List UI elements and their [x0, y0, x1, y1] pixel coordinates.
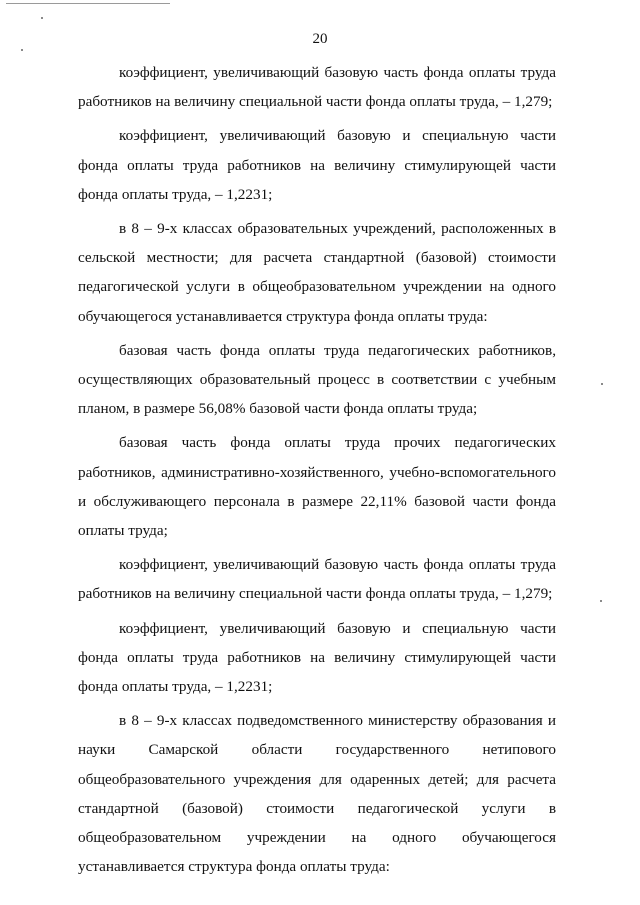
- paragraph: базовая часть фонда оплаты труда прочих педагогических работников, административно-хозяйственного, учебно-вспомогательного и обслуживающего персонала в размере 22,11% базовой части фонда оплаты труда;: [78, 434, 556, 540]
- paragraph: коэффициент, увеличивающий базовую часть фонда оплаты труда работников на величину специальной части фонда оплаты труда, – 1,279;: [78, 64, 556, 111]
- scan-artifact-dot: [601, 383, 603, 385]
- paragraph: в 8 – 9-х классах подведомственного министерству образования и науки Самарской области государственного нетипового общеобразовательного учреждения для одаренных детей; для расчета стандартной (базовой) стоимости педагогической услуги в общеобразовательном учреждении на одного обучающегося устанавливается структура фонда оплаты труда:: [78, 712, 556, 876]
- scan-artifact-line: [6, 3, 170, 4]
- paragraph: коэффициент, увеличивающий базовую и специальную части фонда оплаты труда работников на величину стимулирующей части фонда оплаты труда, – 1,2231;: [78, 619, 556, 696]
- paragraph: базовая часть фонда оплаты труда педагогических работников, осуществляющих образовательный процесс в соответствии с учебным планом, в размере 56,08% базовой части фонда оплаты труда;: [78, 341, 556, 418]
- page-number: 20: [312, 31, 328, 47]
- scan-artifact-dot: [41, 17, 43, 19]
- paragraph: в 8 – 9-х классах образовательных учреждений, расположенных в сельской местности; для расчета стандартной (базовой) стоимости педагогической услуги в общеобразовательном учреждении на одного обучающегося устанавливается структура фонда оплаты труда:: [78, 220, 556, 325]
- paragraph: коэффициент, увеличивающий базовую и специальную части фонда оплаты труда работников на величину стимулирующей части фонда оплаты труда, – 1,2231;: [78, 127, 556, 203]
- scan-artifact-dot: [600, 600, 602, 602]
- paragraph: коэффициент, увеличивающий базовую часть фонда оплаты труда работников на величину специальной части фонда оплаты труда, – 1,279;: [78, 556, 556, 603]
- scan-artifact-dot: [21, 49, 23, 51]
- document-body: [78, 58, 556, 886]
